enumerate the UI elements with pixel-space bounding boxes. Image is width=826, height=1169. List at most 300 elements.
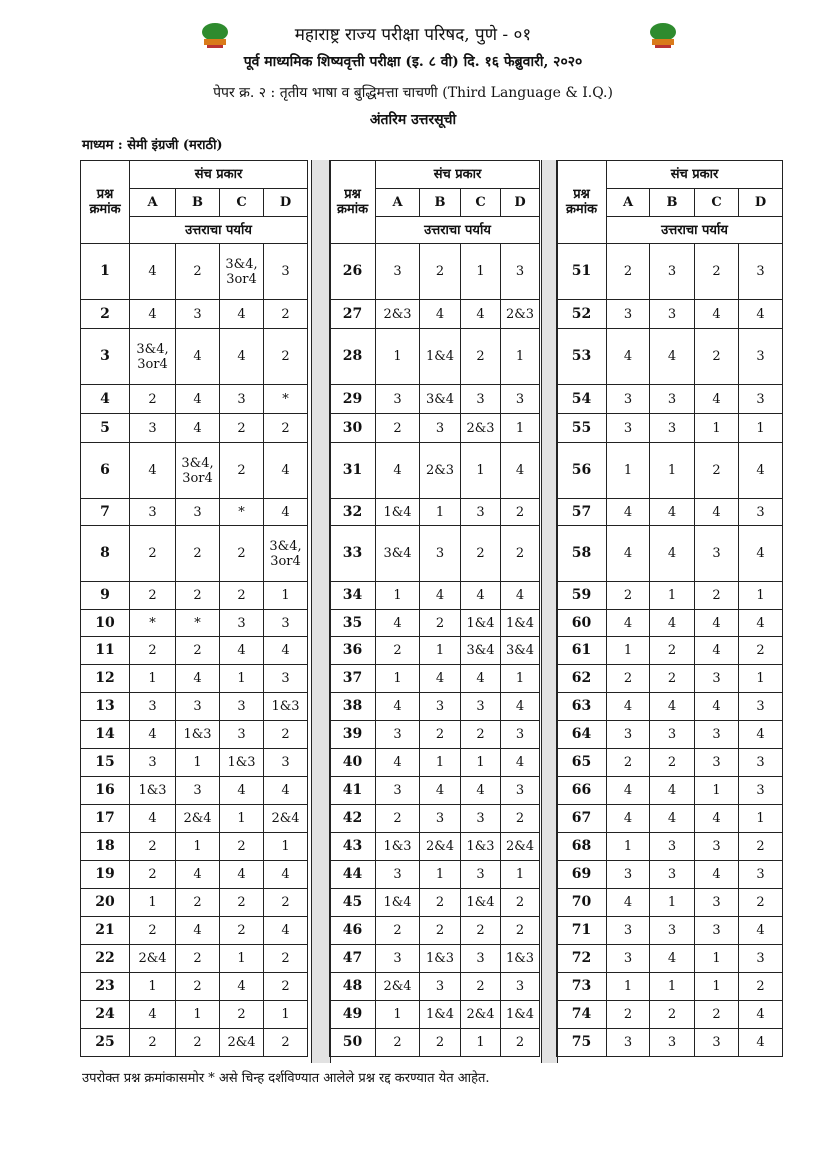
answer-cell: 3 <box>607 861 650 889</box>
answer-cell: 3 <box>501 777 540 805</box>
answer-cell: 3 <box>650 300 695 329</box>
answer-cell: 1 <box>130 665 176 693</box>
answer-cell: 4 <box>220 637 264 665</box>
answer-cell: 1&3 <box>376 833 420 861</box>
answer-cell: 3 <box>739 385 783 414</box>
answer-cell: 3&4 <box>501 637 540 665</box>
question-number: 20 <box>81 889 130 917</box>
answer-cell: 2 <box>420 917 461 945</box>
answer-cell: 4 <box>130 721 176 749</box>
answer-cell: 3 <box>501 244 540 300</box>
answer-cell: 4 <box>220 300 264 329</box>
answer-cell: 1 <box>461 443 501 499</box>
table-row <box>330 582 540 610</box>
question-number: 5 <box>81 414 130 443</box>
answer-cell: 3 <box>420 693 461 721</box>
answer-cell: 1 <box>176 833 220 861</box>
answer-cell: 4 <box>220 777 264 805</box>
answer-cell: 3 <box>650 721 695 749</box>
answer-cell: 1&4 <box>376 889 420 917</box>
answer-cell: 2 <box>264 1029 308 1057</box>
table-row <box>81 443 308 499</box>
answer-cell: 1 <box>130 889 176 917</box>
answer-cell: 1&3 <box>461 833 501 861</box>
table-row <box>81 805 308 833</box>
answer-cell: 1 <box>420 499 461 526</box>
answer-cell: 3 <box>607 385 650 414</box>
table-row <box>330 749 540 777</box>
answer-cell: 4 <box>220 329 264 385</box>
answer-cell: 3 <box>650 414 695 443</box>
answer-cell: 3 <box>501 385 540 414</box>
table-row <box>557 637 783 665</box>
table-row <box>557 917 783 945</box>
table-row <box>81 329 308 385</box>
answer-cell: 1 <box>420 749 461 777</box>
answer-cell: 2 <box>176 526 220 582</box>
answer-cell: 2 <box>264 721 308 749</box>
question-number: 71 <box>557 917 607 945</box>
answer-cell: 4 <box>607 610 650 637</box>
table-row <box>81 749 308 777</box>
answer-cell: 2 <box>695 1001 739 1029</box>
answer-cell: 2 <box>739 889 783 917</box>
answer-cell: 3 <box>376 777 420 805</box>
answer-cell: 4 <box>461 300 501 329</box>
question-number-header: प्रश्न क्रमांक <box>81 161 130 244</box>
answer-cell: 2 <box>264 889 308 917</box>
question-number: 34 <box>330 582 376 610</box>
table-row <box>330 973 540 1001</box>
answer-cell: 2 <box>461 329 501 385</box>
table-row <box>81 610 308 637</box>
answer-cell: 2 <box>376 637 420 665</box>
table-row <box>81 861 308 889</box>
question-number: 72 <box>557 945 607 973</box>
answer-cell: 2 <box>130 582 176 610</box>
answer-cell: 1 <box>501 861 540 889</box>
answer-cell: 2 <box>607 749 650 777</box>
answer-cell: 2 <box>130 637 176 665</box>
answer-cell: 4 <box>264 861 308 889</box>
answer-cell: 3 <box>501 973 540 1001</box>
table-row <box>330 1029 540 1057</box>
question-number: 39 <box>330 721 376 749</box>
answer-cell: 4 <box>376 693 420 721</box>
question-number: 75 <box>557 1029 607 1057</box>
answer-cell: 2 <box>461 526 501 582</box>
answer-cell: 2 <box>130 861 176 889</box>
table-row <box>557 889 783 917</box>
table-row <box>330 385 540 414</box>
answer-cell: 3 <box>176 499 220 526</box>
question-number: 15 <box>81 749 130 777</box>
answer-cell: 3 <box>695 721 739 749</box>
answer-cell: 1 <box>376 1001 420 1029</box>
table-row <box>81 300 308 329</box>
answer-cell: 2 <box>420 889 461 917</box>
question-number: 46 <box>330 917 376 945</box>
answer-cell: 1 <box>220 945 264 973</box>
set-a-header: A <box>130 189 176 217</box>
answer-cell: 2 <box>420 244 461 300</box>
table-row <box>557 582 783 610</box>
answer-cell: 4 <box>607 693 650 721</box>
question-number: 70 <box>557 889 607 917</box>
answer-cell: 4 <box>695 385 739 414</box>
medium-label: माध्यम : सेमी इंग्रजी (मराठी) <box>82 138 223 153</box>
question-number: 19 <box>81 861 130 889</box>
answer-cell: 1 <box>650 443 695 499</box>
question-number: 49 <box>330 1001 376 1029</box>
table-row <box>557 526 783 582</box>
table-row <box>557 1029 783 1057</box>
answer-cell: 2&3 <box>461 414 501 443</box>
answer-cell: 2 <box>220 414 264 443</box>
answer-cell: 4 <box>695 637 739 665</box>
answer-cell: 3 <box>420 805 461 833</box>
table-row <box>330 443 540 499</box>
answer-cell: 2 <box>220 443 264 499</box>
answer-cell: 4 <box>739 300 783 329</box>
answer-cell: 1 <box>501 414 540 443</box>
answer-cell: 4 <box>739 443 783 499</box>
answer-cell: 4 <box>176 385 220 414</box>
table-row <box>330 499 540 526</box>
question-number: 36 <box>330 637 376 665</box>
table-row <box>557 414 783 443</box>
question-number: 37 <box>330 665 376 693</box>
answer-cell: * <box>176 610 220 637</box>
question-number: 22 <box>81 945 130 973</box>
set-type-header: संच प्रकार <box>130 161 308 189</box>
question-number: 26 <box>330 244 376 300</box>
answer-cell: 1 <box>461 1029 501 1057</box>
answer-cell: 4 <box>501 582 540 610</box>
answer-cell: 1 <box>607 443 650 499</box>
question-number: 44 <box>330 861 376 889</box>
answer-cell: 2 <box>461 973 501 1001</box>
set-a-header: A <box>607 189 650 217</box>
set-b-header: B <box>650 189 695 217</box>
answer-cell: 4 <box>695 499 739 526</box>
question-number: 62 <box>557 665 607 693</box>
question-number: 12 <box>81 665 130 693</box>
answer-cell: 1&4 <box>420 1001 461 1029</box>
answer-cell: 1 <box>739 665 783 693</box>
answer-cell: 3 <box>739 329 783 385</box>
answer-cell: 3 <box>650 1029 695 1057</box>
answer-cell: 1&3 <box>130 777 176 805</box>
table-row <box>81 889 308 917</box>
answer-cell: 1&4 <box>461 889 501 917</box>
answer-cell: 2 <box>264 414 308 443</box>
table-row <box>557 499 783 526</box>
answer-cell: 3 <box>461 861 501 889</box>
question-number: 38 <box>330 693 376 721</box>
question-number: 66 <box>557 777 607 805</box>
answer-cell: 4 <box>420 777 461 805</box>
answer-cell: 2 <box>739 833 783 861</box>
answer-cell: 4 <box>739 1029 783 1057</box>
answer-cell: 3 <box>695 1029 739 1057</box>
answer-cell: 2 <box>695 582 739 610</box>
answer-cell: 2 <box>739 637 783 665</box>
answer-cell: 1 <box>695 945 739 973</box>
answer-key-table <box>329 160 540 1057</box>
table-row <box>330 917 540 945</box>
question-number: 13 <box>81 693 130 721</box>
question-number: 43 <box>330 833 376 861</box>
answer-cell: 1 <box>264 1001 308 1029</box>
answer-option-header: उत्तराचा पर्याय <box>376 217 540 244</box>
answer-cell: 2&4 <box>130 945 176 973</box>
answer-cell: 2 <box>650 637 695 665</box>
answer-cell: 3 <box>695 665 739 693</box>
question-number: 7 <box>81 499 130 526</box>
answer-cell: 4 <box>739 1001 783 1029</box>
table-row <box>557 805 783 833</box>
table-row <box>557 777 783 805</box>
answer-cell: 3 <box>130 693 176 721</box>
question-number: 41 <box>330 777 376 805</box>
question-number: 18 <box>81 833 130 861</box>
question-number: 48 <box>330 973 376 1001</box>
set-b-header: B <box>176 189 220 217</box>
answer-cell: 3 <box>264 665 308 693</box>
answer-cell: 1 <box>501 665 540 693</box>
answer-cell: 1 <box>420 861 461 889</box>
answer-cell: 3 <box>739 861 783 889</box>
answer-cell: 1 <box>176 1001 220 1029</box>
table-row <box>557 721 783 749</box>
answer-cell: 4 <box>176 665 220 693</box>
answer-cell: 4 <box>695 693 739 721</box>
question-number: 24 <box>81 1001 130 1029</box>
answer-cell: 2&4 <box>220 1029 264 1057</box>
question-number: 58 <box>557 526 607 582</box>
question-number: 28 <box>330 329 376 385</box>
question-number: 14 <box>81 721 130 749</box>
answer-option-header: उत्तराचा पर्याय <box>130 217 308 244</box>
question-number: 32 <box>330 499 376 526</box>
question-number: 42 <box>330 805 376 833</box>
answer-cell: 2 <box>130 385 176 414</box>
answer-cell: 1&4 <box>376 499 420 526</box>
answer-cell: 4 <box>695 610 739 637</box>
question-number: 50 <box>330 1029 376 1057</box>
table-row <box>81 693 308 721</box>
question-number: 53 <box>557 329 607 385</box>
answer-cell: 2 <box>264 329 308 385</box>
question-number: 27 <box>330 300 376 329</box>
answer-cell: 1 <box>130 973 176 1001</box>
table-row <box>557 385 783 414</box>
answer-cell: 2 <box>695 244 739 300</box>
answer-cell: 2 <box>695 443 739 499</box>
answer-cell: 4 <box>130 443 176 499</box>
answer-cell: 4 <box>501 443 540 499</box>
table-row <box>81 665 308 693</box>
answer-cell: 4 <box>176 329 220 385</box>
answer-cell: 1 <box>501 329 540 385</box>
set-c-header: C <box>461 189 501 217</box>
answer-key-table <box>80 160 308 1057</box>
answer-cell: 2 <box>264 945 308 973</box>
answer-cell: 2 <box>220 917 264 945</box>
question-number: 45 <box>330 889 376 917</box>
answer-cell: 4 <box>461 777 501 805</box>
answer-cell: 3 <box>607 945 650 973</box>
table-row <box>81 385 308 414</box>
question-number-header: प्रश्न क्रमांक <box>557 161 607 244</box>
answer-cell: 3 <box>376 385 420 414</box>
answer-cell: 3 <box>176 300 220 329</box>
answer-cell: 2 <box>420 721 461 749</box>
table-row <box>81 637 308 665</box>
table-row <box>81 945 308 973</box>
answer-cell: 2 <box>130 833 176 861</box>
table-row <box>330 244 540 300</box>
answer-cell: 4 <box>264 777 308 805</box>
answer-cell: 2 <box>607 1001 650 1029</box>
table-row <box>330 805 540 833</box>
question-number: 68 <box>557 833 607 861</box>
answer-cell: 4 <box>695 861 739 889</box>
answer-cell: 1 <box>607 637 650 665</box>
answer-cell: 2 <box>220 889 264 917</box>
table-row <box>330 526 540 582</box>
answer-cell: 3 <box>739 693 783 721</box>
question-number: 16 <box>81 777 130 805</box>
table-row <box>557 443 783 499</box>
answer-cell: 2 <box>130 917 176 945</box>
answer-cell: 2&4 <box>420 833 461 861</box>
answer-cell: 3 <box>130 414 176 443</box>
answer-cell: 4 <box>376 443 420 499</box>
answer-cell: 3 <box>130 749 176 777</box>
question-number: 61 <box>557 637 607 665</box>
set-type-header: संच प्रकार <box>376 161 540 189</box>
answer-cell: 3 <box>176 693 220 721</box>
answer-cell: 4 <box>220 973 264 1001</box>
question-number: 2 <box>81 300 130 329</box>
set-d-header: D <box>501 189 540 217</box>
question-number: 64 <box>557 721 607 749</box>
question-number: 35 <box>330 610 376 637</box>
question-number: 74 <box>557 1001 607 1029</box>
question-number: 60 <box>557 610 607 637</box>
answer-cell: 4 <box>607 526 650 582</box>
answer-cell: 4 <box>376 610 420 637</box>
answer-cell: 2 <box>501 526 540 582</box>
table-row <box>330 665 540 693</box>
answer-cell: 2 <box>176 945 220 973</box>
answer-cell: 4 <box>176 917 220 945</box>
answer-cell: 2 <box>501 889 540 917</box>
table-row <box>81 917 308 945</box>
answer-cell: 1 <box>650 973 695 1001</box>
paper-title: पेपर क्र. २ : तृतीय भाषा व बुद्धिमत्ता चाचणी (Third Language & I.Q.) <box>213 85 613 101</box>
answer-cell: 3 <box>420 526 461 582</box>
answer-cell: 4 <box>650 693 695 721</box>
answer-cell: 1 <box>264 833 308 861</box>
answer-cell: 3 <box>376 945 420 973</box>
table-row <box>81 244 308 300</box>
table-row <box>81 833 308 861</box>
answer-cell: 1 <box>739 805 783 833</box>
answer-cell: 2&4 <box>264 805 308 833</box>
answer-cell: 4 <box>650 499 695 526</box>
answer-cell: 2 <box>607 665 650 693</box>
answer-cell: 2&4 <box>501 833 540 861</box>
table-row <box>330 945 540 973</box>
answer-cell: 2 <box>461 721 501 749</box>
answer-cell: 2 <box>739 973 783 1001</box>
answer-cell: 3 <box>461 693 501 721</box>
table-row <box>330 721 540 749</box>
question-number: 23 <box>81 973 130 1001</box>
answer-cell: 4 <box>607 499 650 526</box>
answer-cell: 3 <box>220 721 264 749</box>
answer-cell: 3 <box>220 385 264 414</box>
question-number: 52 <box>557 300 607 329</box>
answer-cell: 3&4, 3or4 <box>176 443 220 499</box>
table-row <box>330 637 540 665</box>
answer-cell: 2 <box>607 244 650 300</box>
answer-cell: 2 <box>420 1029 461 1057</box>
answer-cell: 2 <box>461 917 501 945</box>
question-number: 69 <box>557 861 607 889</box>
answer-cell: 4 <box>130 244 176 300</box>
answer-cell: 3 <box>695 749 739 777</box>
answer-cell: 1&4 <box>501 1001 540 1029</box>
answer-cell: 2 <box>650 665 695 693</box>
question-number: 33 <box>330 526 376 582</box>
answer-cell: 3&4 <box>376 526 420 582</box>
answer-cell: 2 <box>650 749 695 777</box>
answer-cell: 3 <box>739 244 783 300</box>
answer-cell: 3 <box>220 610 264 637</box>
answer-cell: 4 <box>420 582 461 610</box>
answer-cell: 3 <box>420 414 461 443</box>
question-number: 31 <box>330 443 376 499</box>
answer-cell: 2 <box>264 300 308 329</box>
answer-cell: 1&4 <box>501 610 540 637</box>
question-number: 9 <box>81 582 130 610</box>
answer-cell: 3 <box>376 244 420 300</box>
answer-cell: 4 <box>501 749 540 777</box>
answer-cell: 4 <box>739 917 783 945</box>
answer-cell: 3 <box>376 721 420 749</box>
answer-cell: 4 <box>650 805 695 833</box>
table-row <box>81 499 308 526</box>
table-row <box>330 861 540 889</box>
answer-cell: 2 <box>176 1029 220 1057</box>
answer-cell: 1&3 <box>264 693 308 721</box>
answer-cell: 2 <box>264 973 308 1001</box>
answer-cell: 3 <box>376 861 420 889</box>
table-row <box>330 777 540 805</box>
answer-cell: 4 <box>130 1001 176 1029</box>
answer-cell: 4 <box>650 526 695 582</box>
answer-cell: 2&4 <box>461 1001 501 1029</box>
answer-cell: 3&4 <box>420 385 461 414</box>
table-row <box>330 693 540 721</box>
answer-cell: 1 <box>607 833 650 861</box>
answer-cell: 3 <box>607 300 650 329</box>
answer-cell: 1&3 <box>176 721 220 749</box>
